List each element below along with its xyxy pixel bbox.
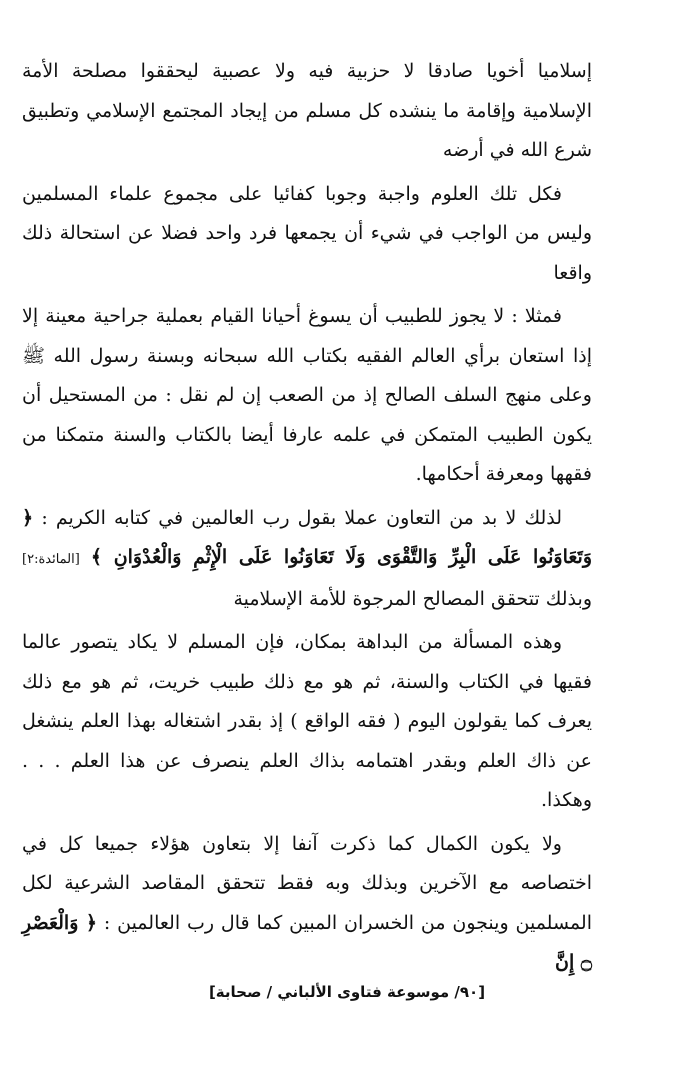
quran-verse-almaidah: ﴿ وَتَعَاوَنُوا عَلَى الْبِرِّ وَالتَّقْوَى وَلَا تَعَاوَنُوا عَلَى الْإِثْمِ وَالْعُدْوَانِ ﴾ xyxy=(22,506,592,568)
paragraph-6 xyxy=(22,825,592,983)
quran-verse-alasr: ﴿ وَالْعَصْرِ ۝ إِنَّ xyxy=(22,911,592,973)
paragraph-6-text-before: ولا يكون الكمال كما ذكرت آنفا إلا بتعاون هؤلاء جميعا كل في اختصاصه مع الآخرين وبذلك وبه فقط تتحقق المقاصد الشرعية لكل المسلمين وينجون من الخسران المبين كما قال رب العالمين : xyxy=(22,832,592,934)
verse-reference: [المائدة:٢] xyxy=(22,552,80,567)
paragraph-2 xyxy=(22,175,592,294)
paragraph-3 xyxy=(22,297,592,495)
paragraph-5 xyxy=(22,623,592,821)
page-body xyxy=(22,52,592,987)
paragraph-4 xyxy=(22,499,592,620)
footer-page-reference: [٩٠/ موسوعة فتاوى الألباني / صحابة] xyxy=(208,983,486,1001)
paragraph-1 xyxy=(22,52,592,171)
paragraph-2-text: فكل تلك العلوم واجبة وجوبا كفائيا على مجموع علماء المسلمين وليس من الواجب في شيء أن يجمعها فرد واحد فضلا عن استحالة ذلك واقعا xyxy=(22,182,592,284)
paragraph-5-text: وهذه المسألة من البداهة بمكان، فإن المسلم لا يكاد يتصور عالما فقيها في الكتاب والسنة، ثم هو مع ذلك طبيب خريت، ثم هو مع ذلك يعرف كما يقولون اليوم ( فقه الواقع ) إذ بقدر اشتغاله بهذا العلم ينشغل عن ذاك العلم وبقدر اهتمامه بذاك العلم ينصرف عن هذا العلم . . . وهكذا. xyxy=(22,631,592,811)
paragraph-4-text-before: لذلك لا بد من التعاون عملا بقول رب العالمين في كتابه الكريم : xyxy=(41,506,563,529)
paragraph-3-text: فمثلا : لا يجوز للطبيب أن يسوغ أحيانا القيام بعملية جراحية معينة إلا إذا استعان برأي العالم الفقيه بكتاب الله سبحانه وبسنة رسول الله ﷺ وعلى منهج السلف الصالح إذ من الصعب إن لم نقل : من المستحيل أن يكون الطبيب المتمكن في علمه عارفا أيضا بالكتاب والسنة متمكنا من فقهها ومعرفة أحكامها. xyxy=(22,305,592,485)
page-footer xyxy=(0,983,694,1001)
paragraph-1-text: إسلاميا أخويا صادقا لا حزبية فيه ولا عصبية ليحققوا مصلحة الأمة الإسلامية وإقامة ما ينشده كل مسلم من إيجاد المجتمع الإسلامي وتطبيق شرع الله في أرضه xyxy=(22,60,592,161)
paragraph-4-text-after: وبذلك تتحقق المصالح المرجوة للأمة الإسلامية xyxy=(233,587,592,610)
